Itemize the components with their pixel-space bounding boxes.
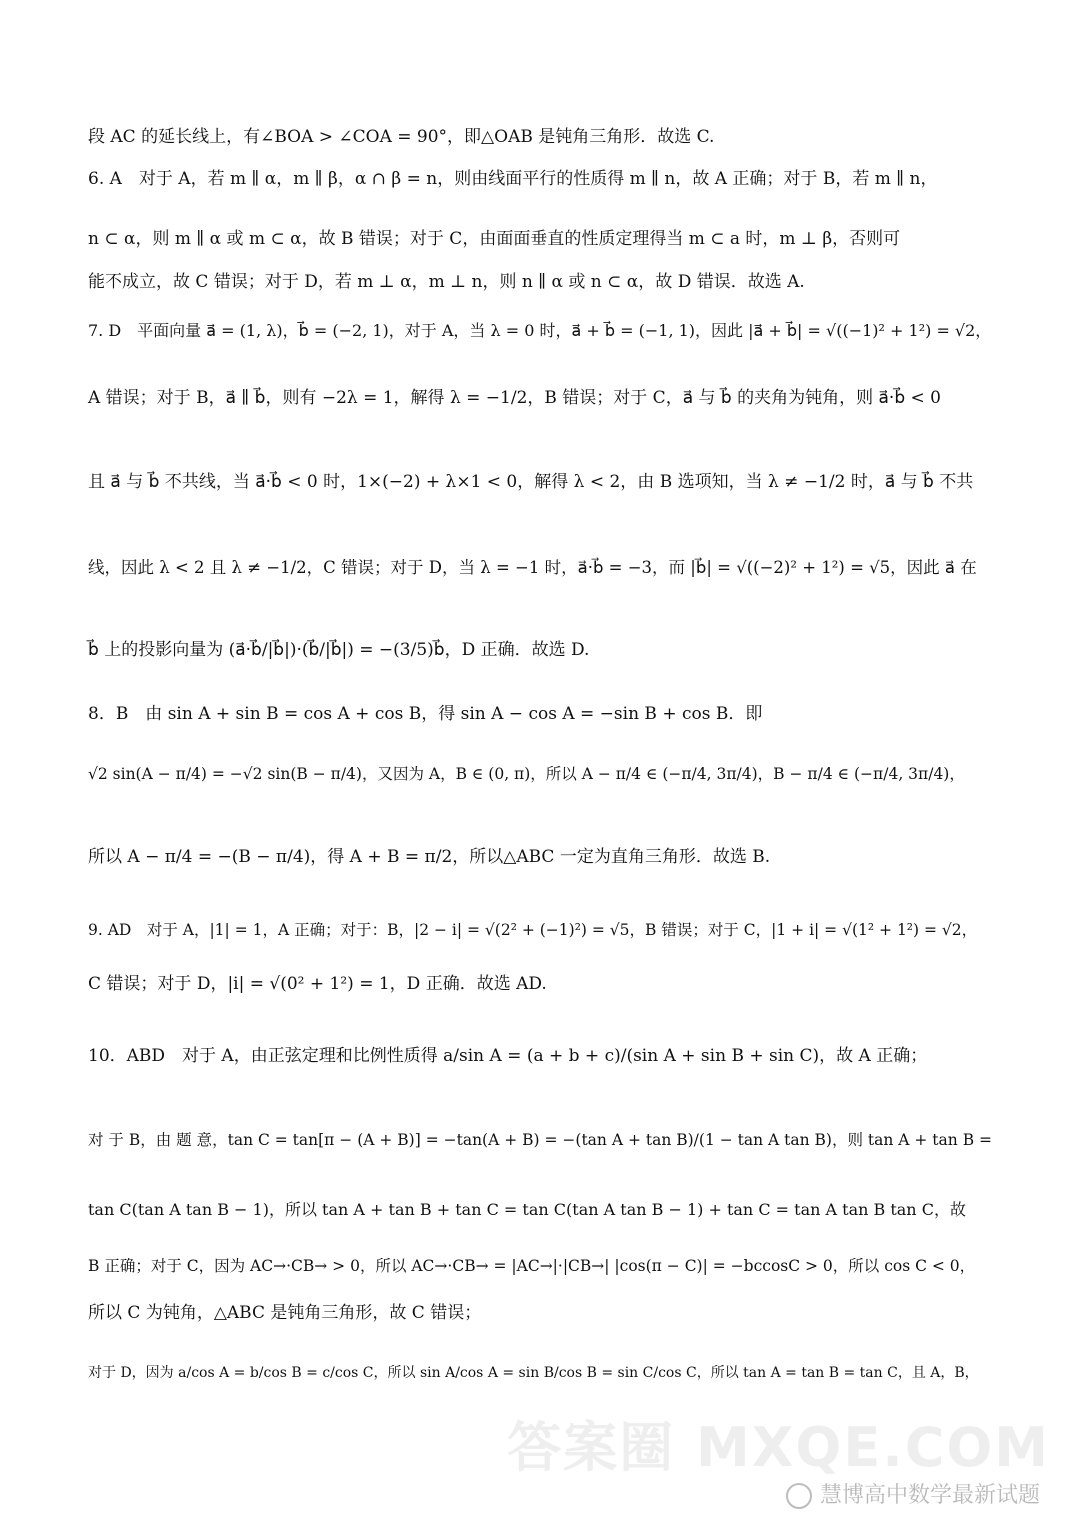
line-19: 所以 C 为钝角，△ABC 是钝角三角形，故 C 错误； bbox=[88, 1303, 482, 1323]
line-2: 6. A 对于 A，若 m ∥ α，m ∥ β，α ∩ β = n，则由线面平行的性质得 m ∥ n，故 A 正确；对于 B，若 m ∥ n， bbox=[88, 169, 938, 189]
line-5: 7. D 平面向量 a⃗ = (1, λ)，b⃗ = (−2, 1)，对于 A，当 λ = 0 时，a⃗ + b⃗ = (−1, 1)，因此 |a⃗ + b⃗| = √((−1)² + 1²) = √2， bbox=[88, 321, 992, 340]
watermark-text: 慧博高中数学最新试题 bbox=[819, 1483, 1040, 1508]
line-12: 所以 A − π/4 = −(B − π/4)，得 A + B = π/2，所以△ABC 一定为直角三角形．故选 B. bbox=[88, 847, 771, 867]
line-13: 9. AD 对于 A，|1| = 1，A 正确；对于：B，|2 − i| = √(2² + (−1)²) = √5，B 错误；对于 C，|1 + i| = √(1² + 1²) = √2， bbox=[88, 921, 978, 939]
line-17: tan C(tan A tan B − 1)，所以 tan A + tan B + tan C = tan C(tan A tan B − 1) + tan C = tan A tan B tan C，故 bbox=[88, 1200, 966, 1219]
line-7: 且 a⃗ 与 b⃗ 不共线，当 a⃗·b⃗ < 0 时，1×(−2) + λ×1 < 0，解得 λ < 2，由 B 选项知，当 λ ≠ −1/2 时，a⃗ 与 b⃗ 不共 bbox=[88, 472, 974, 492]
line-6: A 错误；对于 B，a⃗ ∥ b⃗，则有 −2λ = 1，解得 λ = −1/2，B 错误；对于 C，a⃗ 与 b⃗ 的夹角为钝角，则 a⃗·b⃗ < 0 bbox=[88, 388, 941, 408]
line-16: 对 于 B，由 题 意，tan C = tan[π − (A + B)] = −tan(A + B) = −(tan A + tan B)/(1 − tan A tan B)，则 tan A + tan B = bbox=[88, 1131, 992, 1149]
line-4: 能不成立，故 C 错误；对于 D，若 m ⊥ α，m ⊥ n，则 n ∥ α 或 n ⊂ α，故 D 错误．故选 A. bbox=[88, 272, 805, 292]
line-18: B 正确；对于 C，因为 AC→·CB→ > 0，所以 AC→·CB→ = |AC→|·|CB→| |cos(π − C)| = −bccosC > 0，所以 cos C < 0， bbox=[88, 1257, 976, 1275]
line-11: √2 sin(A − π/4) = −√2 sin(B − π/4)，又因为 A，B ∈ (0, π)，所以 A − π/4 ∈ (−π/4, 3π/4)，B − π/4 ∈ (−π/4, 3π/4)， bbox=[88, 765, 965, 783]
line-10: 8．B 由 sin A + sin B = cos A + cos B，得 sin A − cos A = −sin B + cos B．即 bbox=[88, 704, 763, 724]
watermark-logo: 答案圈 MXQE.COM bbox=[507, 1416, 1050, 1479]
wechat-icon bbox=[786, 1483, 812, 1509]
line-9: b⃗ 上的投影向量为 (a⃗·b⃗/|b⃗|)·(b⃗/|b⃗|) = −(3/5)b⃗，D 正确．故选 D. bbox=[88, 640, 590, 660]
line-3: n ⊂ α，则 m ∥ α 或 m ⊂ α，故 B 错误；对于 C，由面面垂直的性质定理得当 m ⊂ a 时，m ⊥ β，否则可 bbox=[88, 229, 901, 249]
line-1: 段 AC 的延长线上，有∠BOA > ∠COA = 90°，即△OAB 是钝角三角形．故选 C. bbox=[88, 127, 715, 147]
line-14: C 错误；对于 D，|i| = √(0² + 1²) = 1，D 正确．故选 AD. bbox=[88, 974, 547, 994]
line-8: 线，因此 λ < 2 且 λ ≠ −1/2，C 错误；对于 D，当 λ = −1 时，a⃗·b⃗ = −3，而 |b⃗| = √((−2)² + 1²) = √5，因此 a⃗ 在 bbox=[88, 558, 977, 577]
watermark bbox=[786, 1478, 1040, 1509]
line-15: 10．ABD 对于 A，由正弦定理和比例性质得 a/sin A = (a + b + c)/(sin A + sin B + sin C)，故 A 正确； bbox=[88, 1046, 928, 1066]
line-20: 对于 D，因为 a/cos A = b/cos B = c/cos C，所以 sin A/cos A = sin B/cos B = sin C/cos C，所以 tan A = tan B = tan C，且 A，B， bbox=[88, 1365, 979, 1381]
